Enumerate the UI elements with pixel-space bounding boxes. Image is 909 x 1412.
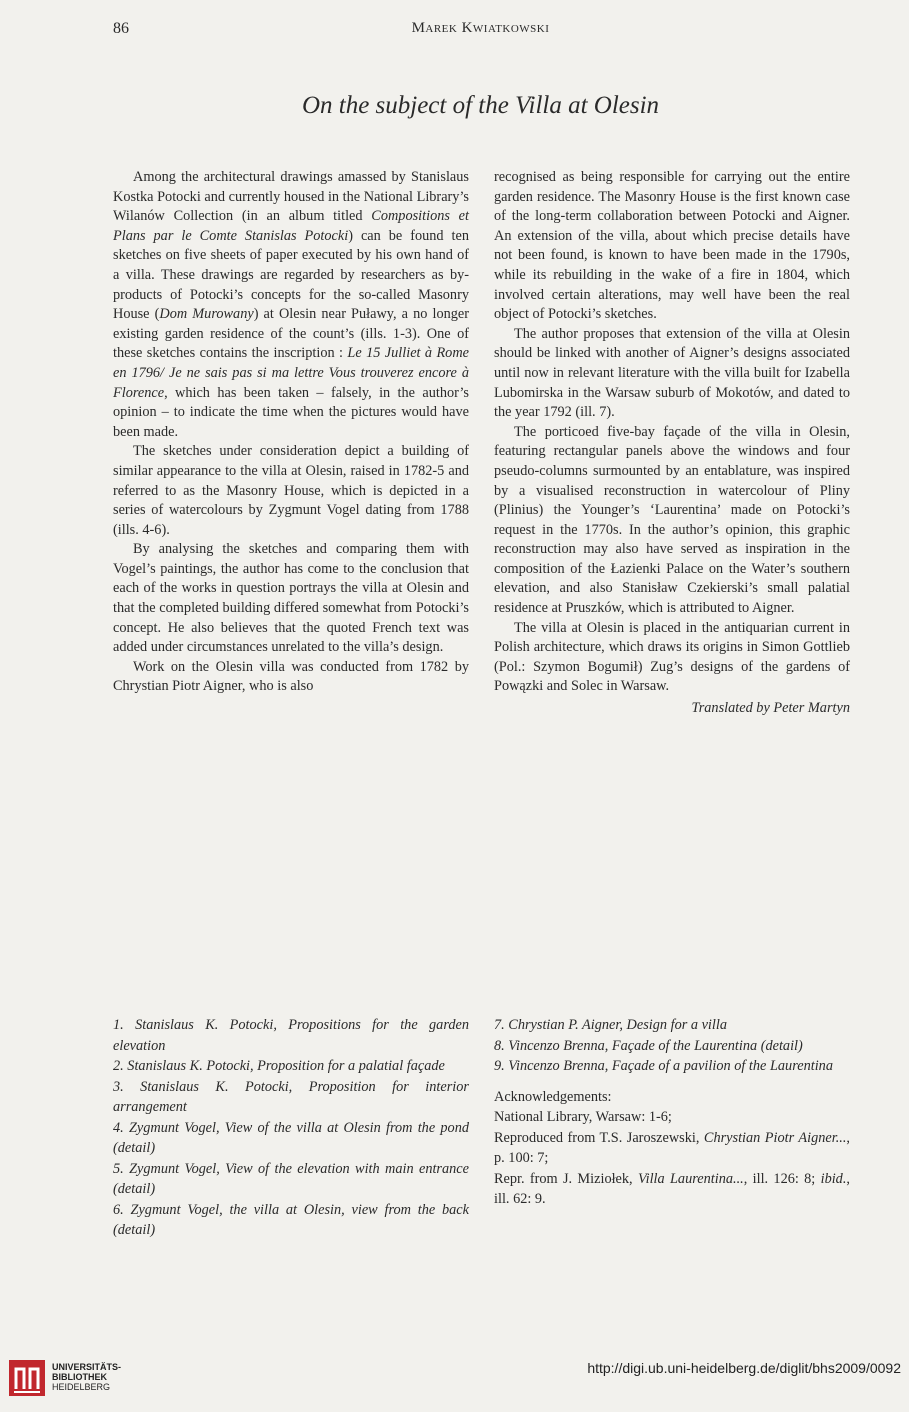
paragraph: recognised as being responsible for carrying out the entire garden residence. The Masonry House is the first known case of the long-term collaboration between Potocki and Aigner. An extension of the villa, about which precise details have not been found, is known to have been made in the 1790s, while its rebuilding in the wake of a fire in 1804, which involved certain alterations, may well have been the real object of Potocki’s sketches. bbox=[494, 169, 850, 323]
acknowledgements bbox=[494, 1087, 850, 1210]
source-url-link[interactable]: http://digi.ub.uni-heidelberg.de/diglit/bhs2009/0092 bbox=[587, 1360, 901, 1376]
figure-caption: 4. Zygmunt Vogel, View of the villa at Olesin from the pond (detail) bbox=[113, 1119, 469, 1156]
article-title: On the subject of the Villa at Olesin bbox=[301, 92, 660, 119]
text-span: Reproduced from T.S. Jaroszewski, bbox=[494, 1129, 704, 1146]
french-inscription: Le 15 Julliet à Rome en 1796/ Je ne sais pas si ma lettre Vous trouverez encore à Florence bbox=[113, 345, 469, 401]
figure-caption: 8. Vincenzo Brenna, Façade of the Laurentina (detail) bbox=[494, 1037, 803, 1054]
paragraph bbox=[113, 168, 469, 442]
university-library-logo[interactable] bbox=[8, 1355, 122, 1400]
library-logo-icon bbox=[8, 1359, 46, 1397]
text-span: ) can be found ten sketches on five sheets of paper executed by his own hand of a villa. These drawings are regarded by researchers as by-products of Potocki’s concepts for the so-called Masonry House ( bbox=[113, 227, 470, 323]
right-text-column bbox=[494, 168, 850, 719]
paragraph: By analysing the sketches and comparing them with Vogel’s paintings, the author has come to the conclusion that each of the works in question portrays the villa at Olesin and that the completed building differed somewhat from Potocki’s concept. He also believes that the quoted French text was added under circumstances unrelated to the villa’s design. bbox=[113, 541, 469, 656]
logo-line: UNIVERSITÄTS- bbox=[52, 1362, 122, 1372]
figure-caption: 6. Zygmunt Vogel, the villa at Olesin, view from the back (detail) bbox=[113, 1201, 469, 1238]
figure-caption: 1. Stanislaus K. Potocki, Propositions for the garden elevation bbox=[113, 1017, 469, 1054]
book-title: Chrystian Piotr Aigner... bbox=[703, 1129, 847, 1146]
figure-caption: 7. Chrystian P. Aigner, Design for a villa bbox=[494, 1017, 727, 1033]
text-span: , which has been taken – falsely, in the author’s opinion – to indicate the time when the pictures would have been made. bbox=[113, 384, 469, 440]
page-number: 86 bbox=[113, 20, 129, 37]
captions-left bbox=[113, 1015, 469, 1241]
text-span: , ill. 126: 8; bbox=[743, 1170, 821, 1187]
acknowledgements-heading: Acknowledgements: bbox=[494, 1088, 612, 1105]
figure-caption: 9. Vincenzo Brenna, Façade of a pavilion of the Laurentina bbox=[494, 1058, 833, 1074]
paragraph: The author proposes that extension of the villa at Olesin should be linked with another of Aigner’s designs associated until now in relevant literature with the villa built for Izabella Lubomirska in the Warsaw suburb of Mokotów, and dated to the year 1792 (ill. 7). bbox=[494, 325, 850, 421]
acknowledgement-line bbox=[494, 1128, 850, 1169]
left-text-column bbox=[113, 168, 469, 697]
acknowledgement-line bbox=[494, 1169, 850, 1210]
acknowledgement-line: National Library, Warsaw: 1-6; bbox=[494, 1109, 672, 1125]
text-span: Repr. from J. Miziołek, bbox=[494, 1170, 638, 1187]
logo-line: HEIDELBERG bbox=[52, 1382, 111, 1392]
paragraph: Work on the Olesin villa was conducted from 1782 by Chrystian Piotr Aigner, who is also bbox=[113, 658, 469, 695]
text-span: , p. 100: 7; bbox=[494, 1129, 850, 1166]
text-span: , ill. 62: 9. bbox=[494, 1170, 850, 1207]
logo-line: BIBLIOTHEK bbox=[52, 1372, 107, 1382]
ibid-abbrev: ibid. bbox=[820, 1170, 847, 1187]
album-title: Compositions et Plans par le Comte Stanislas Potocki bbox=[113, 208, 469, 244]
figure-caption: 2. Stanislaus K. Potocki, Proposition for a palatial façade bbox=[113, 1058, 445, 1074]
running-head: Marek Kwiatkowski bbox=[411, 20, 550, 36]
translator-credit: Translated by Peter Martyn bbox=[691, 700, 850, 717]
logo-wordmark bbox=[52, 1362, 121, 1392]
page-header bbox=[113, 20, 848, 44]
figure-caption: 3. Stanislaus K. Potocki, Proposition for interior arrangement bbox=[113, 1078, 469, 1115]
paragraph: The porticoed five-bay façade of the villa in Olesin, featuring rectangular panels above the windows and four pseudo-columns surmounted by an entablature, was inspired by a visualised reconstruction in watercolour of Pliny (Plinius) the Younger’s ‘Laurentina’ made on Potocki’s request in the 1770s. In the author’s opinion, this graphic reconstruction may also have served as inspiration in the composition of the Łazienki Palace on the Water’s southern elevation, and also Stanisław Czekierski’s small palatial residence at Pruszków, which is attributed to Aigner. bbox=[494, 423, 850, 617]
book-title: Villa Laurentina... bbox=[637, 1170, 744, 1187]
text-span: Among the architectural drawings amassed by Stanislaus Kostka Potocki and currently housed in the National Library’s Wilanów Collection (in an album titled bbox=[113, 169, 469, 225]
polish-name: Dom Murowany bbox=[159, 306, 254, 323]
figure-caption: 5. Zygmunt Vogel, View of the elevation with main entrance (detail) bbox=[113, 1160, 469, 1197]
paragraph: The sketches under consideration depict a building of similar appearance to the villa at Olesin, raised in 1782-5 and referred to as the Masonry House, which is depicted in a series of watercolours by Zygmunt Vogel dating from 1788 (ills. 4-6). bbox=[113, 443, 469, 538]
captions-right bbox=[494, 1015, 850, 1210]
paragraph: The villa at Olesin is placed in the antiquarian current in Polish architecture, which draws its origins in Simon Gottlieb (Pol.: Szymon Bogumił) Zug’s designs of the gardens of Powązki and Solec in Warsaw. bbox=[494, 619, 850, 695]
text-span: ) at Olesin near Puławy, a no longer existing garden residence of the count’s (ills. 1-3). One of these sketches contains the inscription : bbox=[113, 306, 470, 362]
